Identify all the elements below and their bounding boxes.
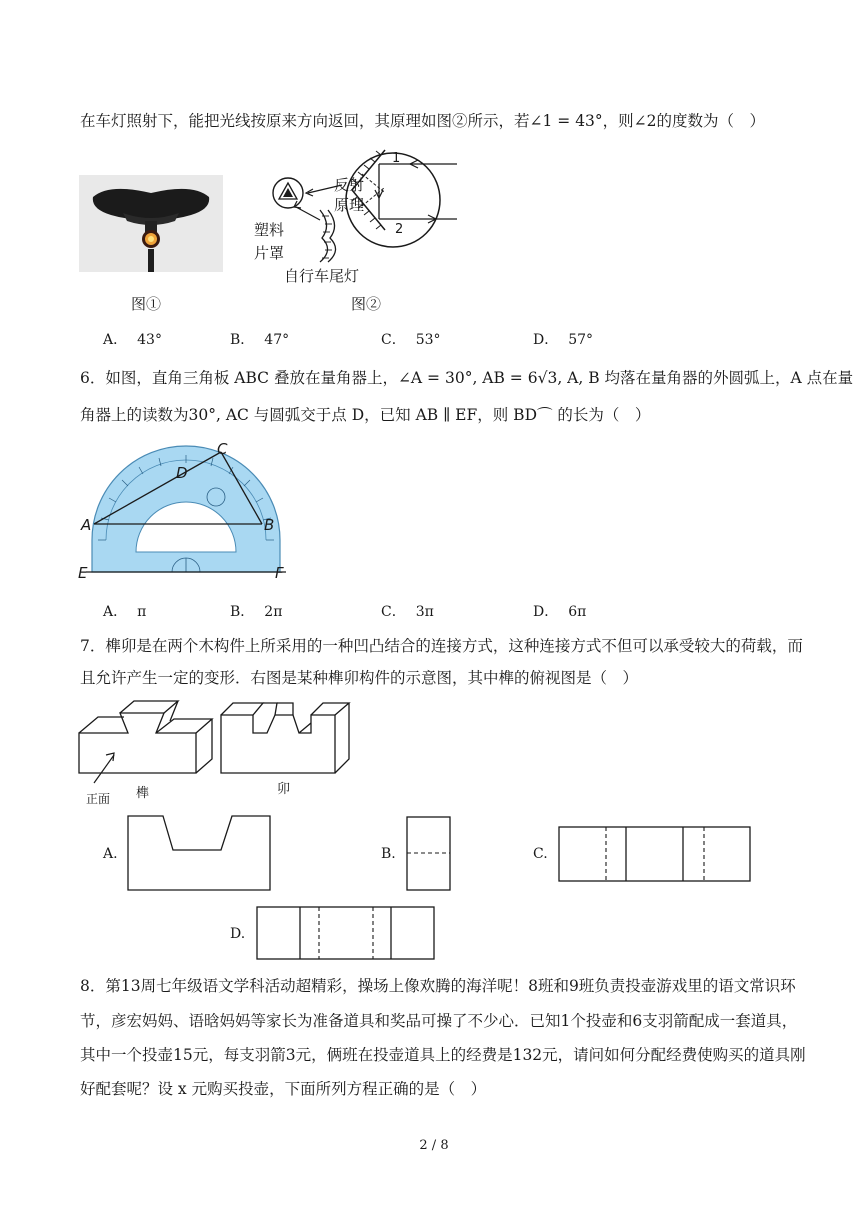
- q7-line-1: 7．榫卯是在两个木构件上所采用的一种凹凸结合的连接方式，这种连接方式不但可以承受较大的荷载，而: [80, 637, 803, 655]
- q7-option-b-letter: B.: [381, 846, 396, 862]
- q6-point-d: D: [176, 464, 188, 482]
- q5-label-reflect-1: 反射: [334, 176, 365, 194]
- q6-point-c: C: [217, 440, 228, 458]
- q7-label-front: 正面: [86, 792, 111, 806]
- q5-label-plastic-1: 塑料: [254, 221, 285, 239]
- q5-option-c: C． 53°: [381, 332, 441, 348]
- q6-line-2: 角器上的读数为30°, AC 与圆弧交于点 D，已知 AB ∥ EF，则 BD⌒ 的长为（ ）: [80, 406, 651, 424]
- q5-option-a: A． 43°: [103, 332, 162, 348]
- q6-figure-protractor: [76, 440, 296, 585]
- q7-option-a-view: [125, 813, 275, 893]
- q6-option-b: B． 2π: [230, 604, 283, 620]
- q7-mortise-figure: [215, 695, 355, 795]
- q7-option-a-letter: A.: [103, 846, 118, 862]
- q5-angle-1-label: 1: [392, 151, 401, 166]
- q7-option-d-view: [255, 905, 437, 962]
- q5-option-b: B． 47°: [230, 332, 290, 348]
- q5-label-reflect-2: 原理: [334, 196, 365, 214]
- q5-figure-1-photo: [79, 175, 223, 272]
- q5-figure-2-caption: 图②: [351, 295, 382, 313]
- q7-label-mortise: 卯: [277, 782, 291, 795]
- q7-option-c-view: [557, 825, 753, 883]
- q7-option-d-letter: D.: [230, 926, 246, 942]
- q8-line-3: 其中一个投壶15元，每支羽箭3元，俩班在投壶道具上的经费是132元，请问如何分配经费使购买的道具刚: [80, 1046, 806, 1064]
- q5-label-taillight: 自行车尾灯: [284, 267, 360, 285]
- q6-point-b: B: [264, 516, 275, 534]
- q7-label-tenon: 榫: [136, 786, 150, 801]
- q8-line-1: 8．第13周七年级语文学科活动超精彩，操场上像欢腾的海洋呢！8班和9班负责投壶游戏里的语文常识环: [80, 977, 796, 995]
- q7-tenon-figure: [76, 695, 216, 807]
- q5-figure-2-diagram: [250, 140, 465, 286]
- q7-option-b-view: [405, 815, 453, 893]
- q6-line-1: 6．如图，直角三角板 ABC 叠放在量角器上，∠A = 30°, AB = 6√3, A, B 均落在量角器的外圆弧上，A 点在量: [80, 369, 854, 387]
- q5-label-plastic-2: 片罩: [254, 244, 285, 262]
- q6-option-c: C． 3π: [381, 604, 434, 620]
- q7-line-2: 且允许产生一定的变形．右图是某种榫卯构件的示意图，其中榫的俯视图是（ ）: [80, 669, 639, 687]
- q5-figure-1-caption: 图①: [131, 295, 162, 313]
- q6-option-d: D． 6π: [533, 604, 587, 620]
- q8-line-2: 节，彦宏妈妈、语晗妈妈等家长为准备道具和奖品可操了不少心．已知1个投壶和6支羽箭配成一套道具，: [80, 1012, 798, 1030]
- q6-point-f: F: [275, 564, 284, 582]
- q5-option-d: D． 57°: [533, 332, 594, 348]
- page-number: 2 / 8: [419, 1138, 449, 1153]
- q5-angle-2-label: 2: [395, 222, 404, 237]
- q8-line-4: 好配套呢？设 x 元购买投壶，下面所列方程正确的是（ ）: [80, 1080, 487, 1098]
- q7-option-c-letter: C.: [533, 846, 548, 862]
- q5-stem: 在车灯照射下，能把光线按原来方向返回，其原理如图②所示，若∠1 = 43°，则∠2的度数为（ ）: [80, 112, 766, 130]
- q6-option-a: A． π: [103, 604, 147, 620]
- q6-point-e: E: [78, 564, 88, 582]
- q6-point-a: A: [81, 516, 92, 534]
